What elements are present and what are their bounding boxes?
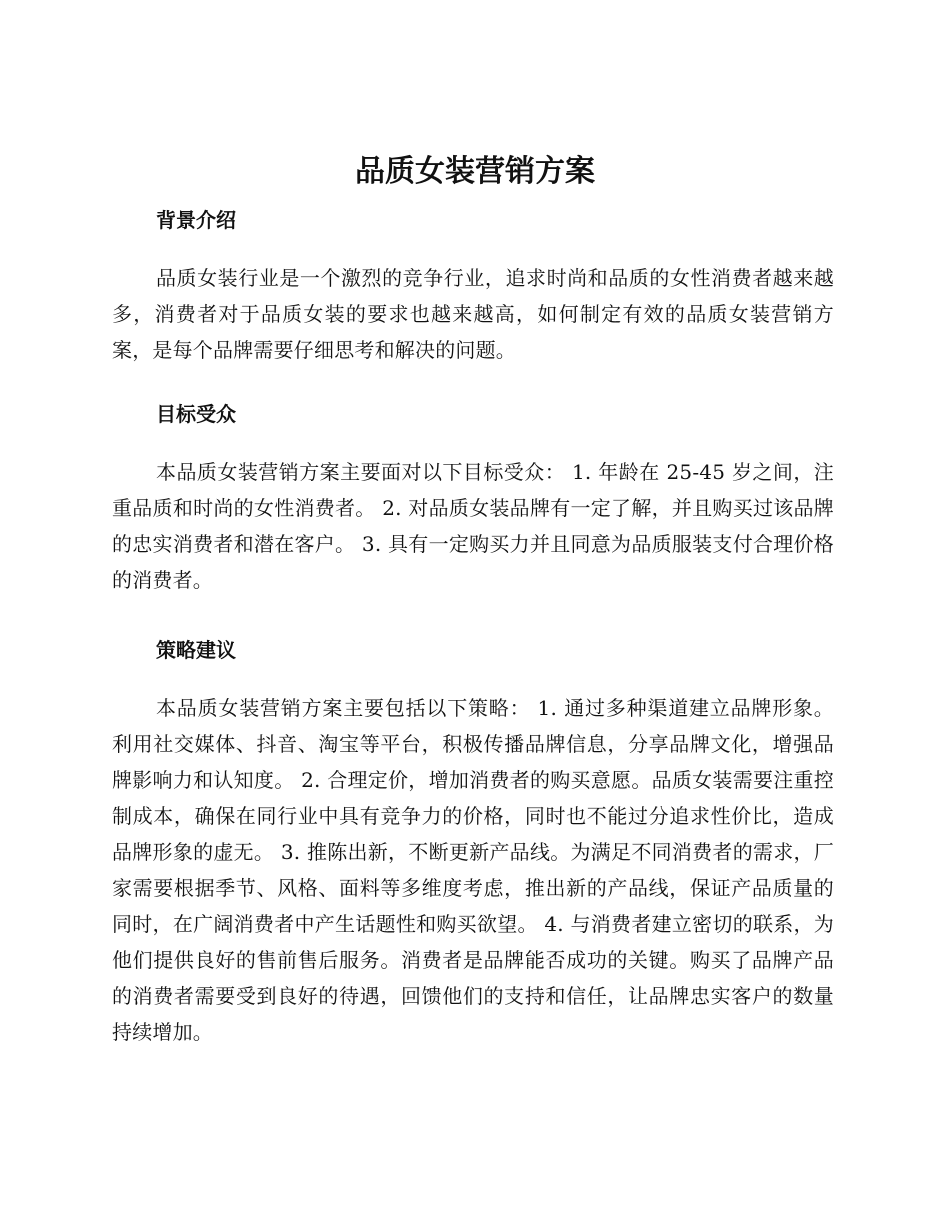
- section-heading-background: 背景介绍: [156, 208, 236, 232]
- section-body-target-audience: 本品质女装营销方案主要面对以下目标受众： 1. 年龄在 25-45 岁之间，注重品质和时尚的女性消费者。 2. 对品质女装品牌有一定了解，并且购买过该品牌的忠实消费者和潜在客户。 3. 具有一定购买力并且同意为品质服装支付合理价格的消费者。: [112, 460, 834, 592]
- section-heading-target-audience: 目标受众: [156, 402, 236, 426]
- page-title: 品质女装营销方案: [355, 154, 595, 189]
- section-strategy: [112, 636, 834, 1050]
- section-heading-strategy: 策略建议: [156, 638, 236, 662]
- section-body-strategy: 本品质女装营销方案主要包括以下策略： 1. 通过多种渠道建立品牌形象。利用社交媒体、抖音、淘宝等平台，积极传播品牌信息，分享品牌文化，增强品牌影响力和认知度。 2. 合理定价，增加消费者的购买意愿。品质女装需要注重控制成本，确保在同行业中具有竞争力的价格，同时也不能过分追求性价比，造成品牌形象的虚无。 3. 推陈出新，不断更新产品线。为满足不同消费者的需求，厂家需要根据季节、风格、面料等多维度考虑，推出新的产品线，保证产品质量的同时，在广阔消费者中产生话题性和购买欲望。 4. 与消费者建立密切的联系，为他们提供良好的售前售后服务。消费者是品牌能否成功的关键。购买了品牌产品的消费者需要受到良好的待遇，回馈他们的支持和信任，让品牌忠实客户的数量持续增加。: [112, 696, 834, 1044]
- section-target-audience: [112, 400, 834, 598]
- section-background: [112, 206, 834, 368]
- section-body-background: 品质女装行业是一个激烈的竞争行业，追求时尚和品质的女性消费者越来越多，消费者对于品质女装的要求也越来越高，如何制定有效的品质女装营销方案，是每个品牌需要仔细思考和解决的问题。: [112, 266, 834, 362]
